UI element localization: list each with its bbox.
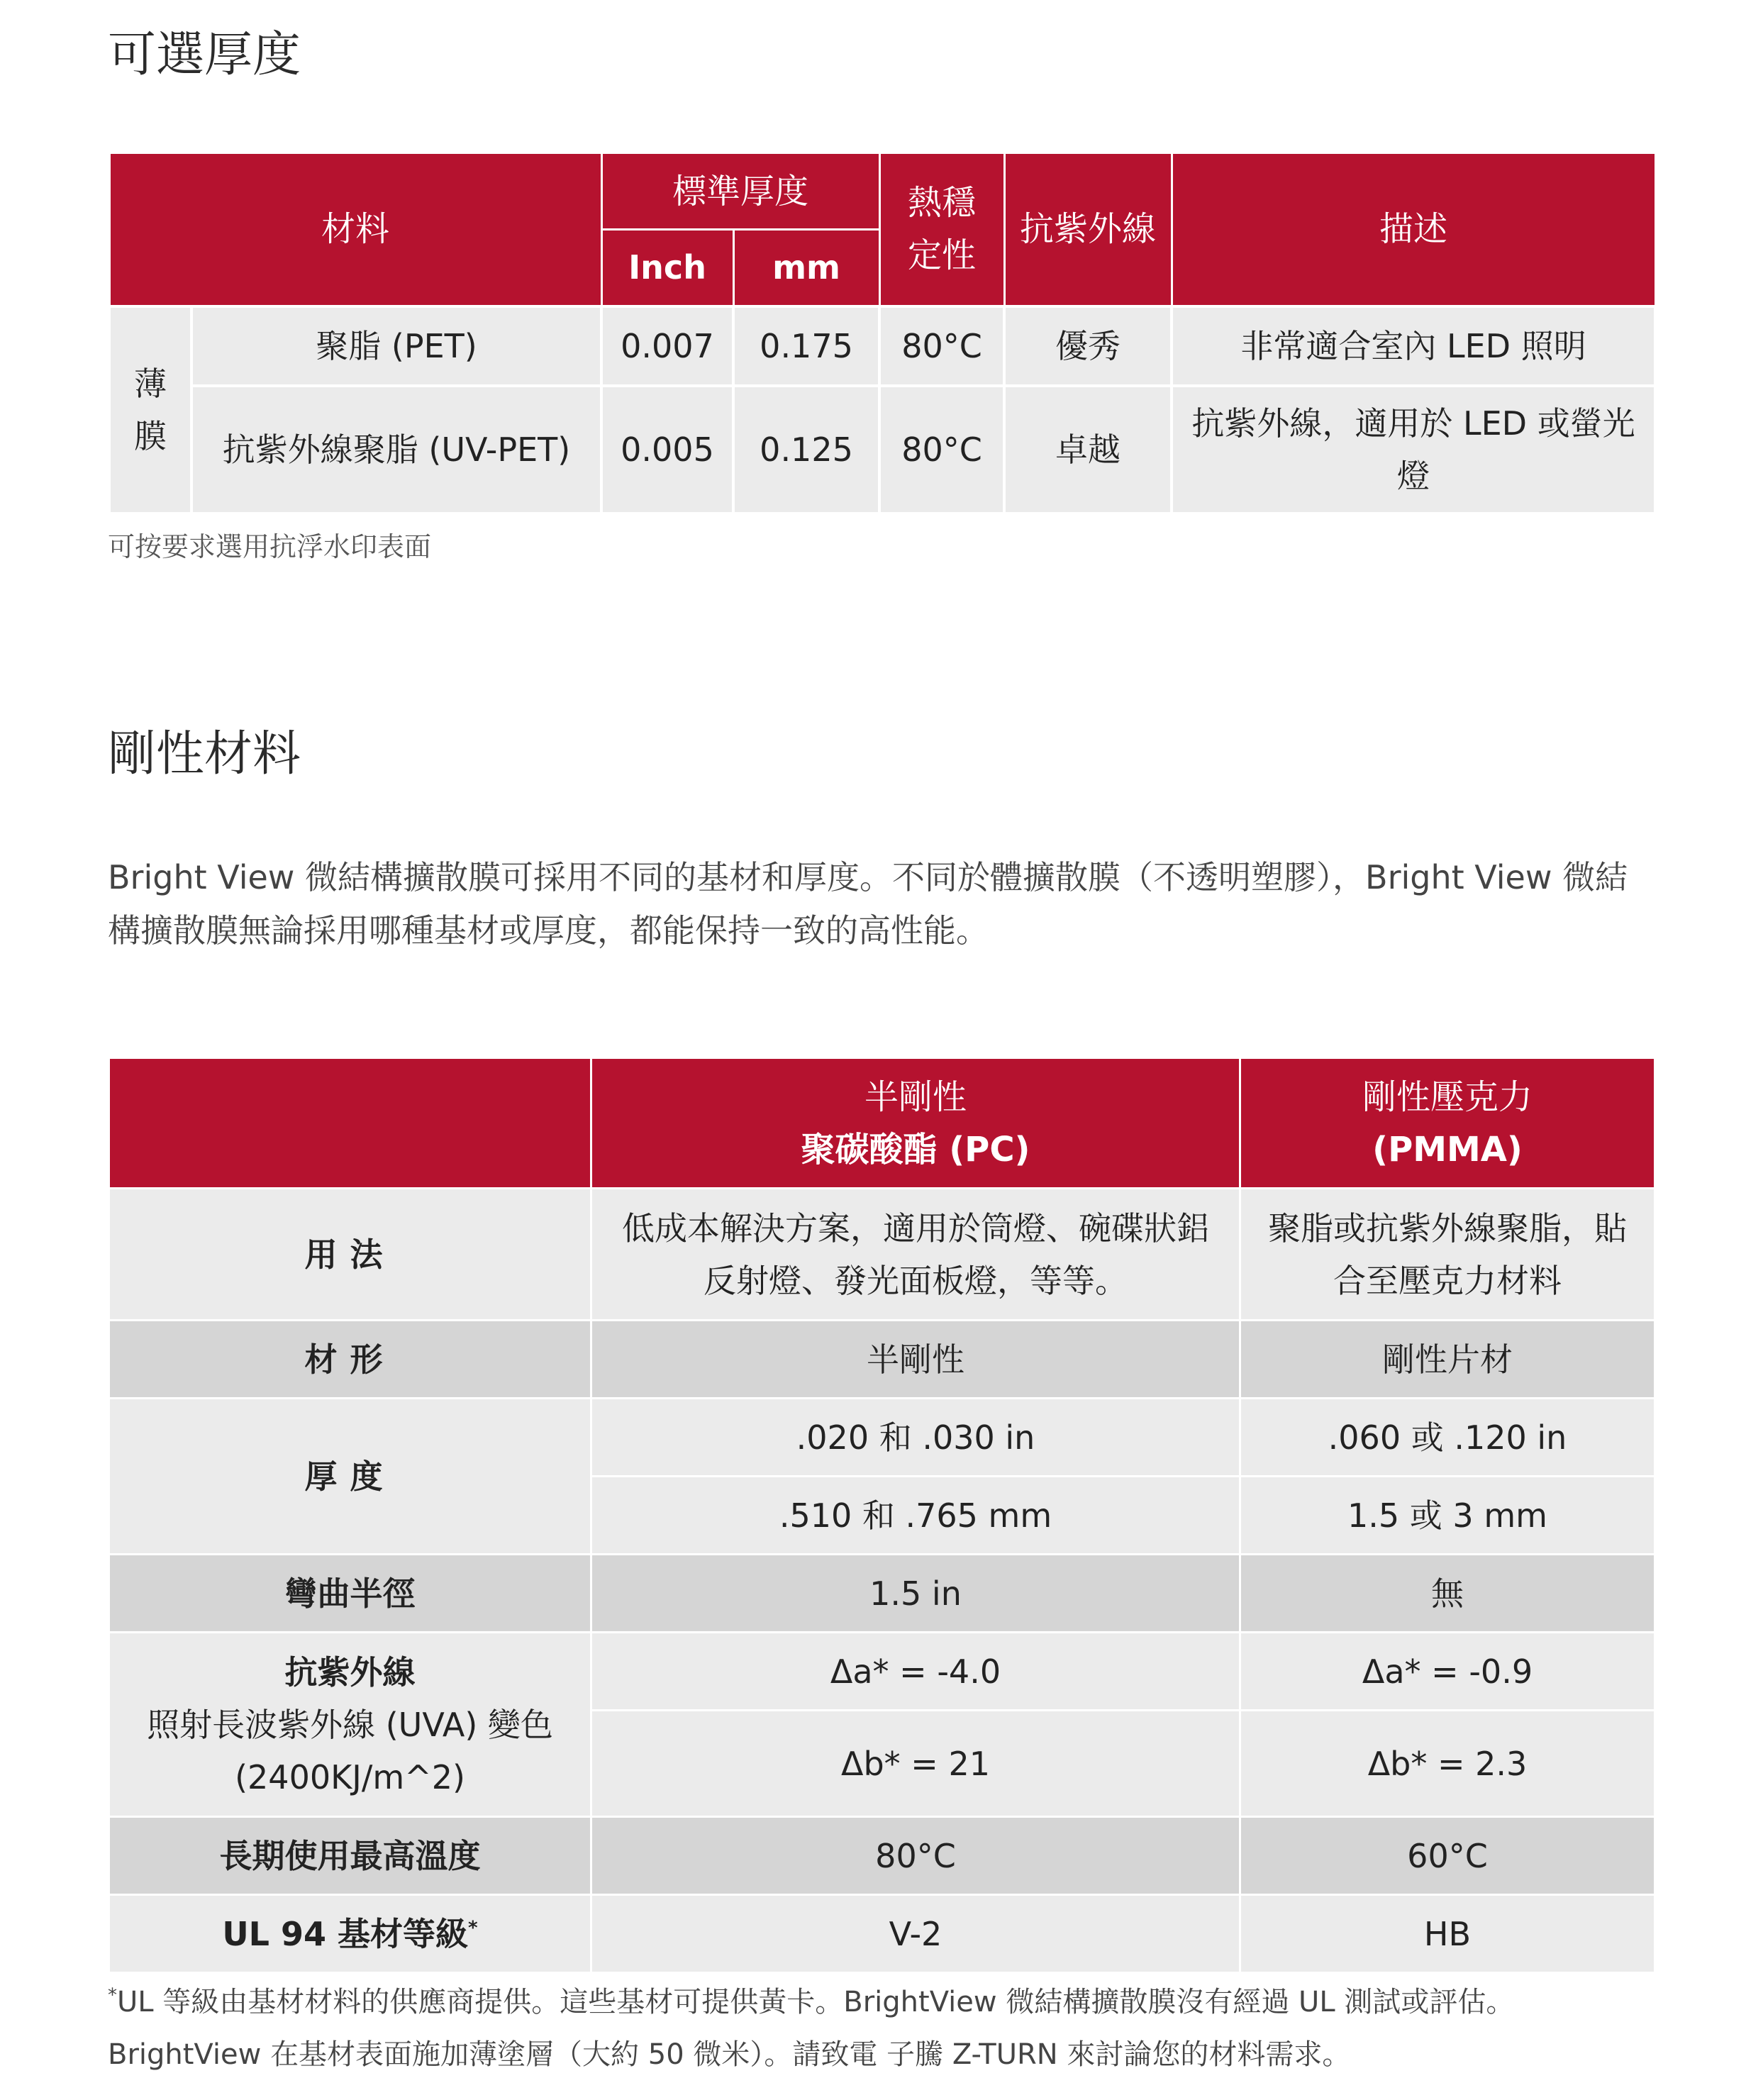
thickness-table — [108, 152, 1657, 515]
cell-pc-delta-a: Δa* = -4.0 — [591, 1633, 1240, 1711]
header-description: 描述 — [1172, 153, 1655, 306]
section-title-rigid: 剛性材料 — [108, 726, 301, 782]
cell-mm: 0.175 — [733, 306, 879, 386]
section-title-thickness: 可選厚度 — [108, 27, 301, 83]
cell-pmma-thickness-mm: 1.5 或 3 mm — [1240, 1477, 1655, 1555]
cell-description: 抗紫外線，適用於 LED 或螢光燈 — [1172, 386, 1655, 513]
cell-pmma-max-temp: 60°C — [1240, 1817, 1655, 1895]
cell-pc-thickness-in: .020 和 .030 in — [591, 1399, 1240, 1477]
header-mm: mm — [733, 230, 879, 306]
row-label-usage: 用法 — [109, 1189, 591, 1321]
table-row — [109, 1817, 1655, 1895]
cell-heat: 80°C — [879, 386, 1004, 513]
header-standard-thickness: 標準厚度 — [601, 153, 879, 230]
header-heat-stability: 熱穩 定性 — [879, 153, 1004, 306]
rigid-table — [108, 1057, 1656, 1974]
cell-pc-max-temp: 80°C — [591, 1817, 1240, 1895]
thickness-note: 可按要求選用抗浮水印表面 — [108, 531, 432, 562]
table-row — [109, 1399, 1655, 1477]
cell-pc-ul94: V-2 — [591, 1895, 1240, 1973]
cell-uv: 卓越 — [1004, 386, 1172, 513]
cell-inch: 0.005 — [601, 386, 733, 513]
header-pc: 半剛性 聚碳酸酯 (PC) — [591, 1058, 1240, 1189]
row-label-max-temp: 長期使用最高溫度 — [109, 1817, 591, 1895]
cell-pmma-ul94: HB — [1240, 1895, 1655, 1973]
cell-pmma-bend: 無 — [1240, 1555, 1655, 1633]
cell-uv: 優秀 — [1004, 306, 1172, 386]
table-row — [109, 306, 1655, 386]
group-label-film: 薄 膜 — [109, 306, 191, 513]
cell-pmma-delta-b: Δb* = 2.3 — [1240, 1711, 1655, 1817]
cell-pmma-thickness-in: .060 或 .120 in — [1240, 1399, 1655, 1477]
cell-material: 抗紫外線聚脂 (UV-PET) — [191, 386, 601, 513]
header-uv-resistance: 抗紫外線 — [1004, 153, 1172, 306]
header-pmma: 剛性壓克力 (PMMA) — [1240, 1058, 1655, 1189]
cell-pc-thickness-mm: .510 和 .765 mm — [591, 1477, 1240, 1555]
footnote: *UL 等級由基材材料的供應商提供。這些基材可提供黃卡。BrightView 微結構擴散膜沒有經過 UL 測試或評估。 BrightView 在基材表面施加薄塗層（大約 50 微米）。請致電 子騰 Z-TURN 來討論您的材料需求。 — [108, 1984, 1515, 2071]
cell-inch: 0.007 — [601, 306, 733, 386]
cell-heat: 80°C — [879, 306, 1004, 386]
table-row — [109, 1555, 1655, 1633]
header-empty — [109, 1058, 591, 1189]
row-label-thickness: 厚度 — [109, 1399, 591, 1555]
cell-pc-usage: 低成本解決方案，適用於筒燈、碗碟狀鋁反射燈、發光面板燈，等等。 — [591, 1189, 1240, 1321]
table-row — [109, 1189, 1655, 1321]
cell-description: 非常適合室內 LED 照明 — [1172, 306, 1655, 386]
row-label-form: 材形 — [109, 1321, 591, 1399]
cell-pmma-form: 剛性片材 — [1240, 1321, 1655, 1399]
rigid-intro: Bright View 微結構擴散膜可採用不同的基材和厚度。不同於體擴散膜（不透明塑膠），Bright View 微結構擴散膜無論採用哪種基材或厚度，都能保持一致的高性能。 — [108, 858, 1628, 950]
cell-pc-delta-b: Δb* = 21 — [591, 1711, 1240, 1817]
cell-material: 聚脂 (PET) — [191, 306, 601, 386]
row-label-uv: 抗紫外線 照射長波紫外線 (UVA) 變色 (2400KJ/m^2) — [109, 1633, 591, 1817]
table-row — [109, 1321, 1655, 1399]
cell-pmma-usage: 聚脂或抗紫外線聚脂，貼合至壓克力材料 — [1240, 1189, 1655, 1321]
cell-mm: 0.125 — [733, 386, 879, 513]
cell-pmma-delta-a: Δa* = -0.9 — [1240, 1633, 1655, 1711]
cell-pc-bend: 1.5 in — [591, 1555, 1240, 1633]
header-material: 材料 — [109, 153, 601, 306]
row-label-bend-radius: 彎曲半徑 — [109, 1555, 591, 1633]
table-row — [109, 1633, 1655, 1711]
table-row — [109, 386, 1655, 513]
row-label-ul94: UL 94 基材等級* — [109, 1895, 591, 1973]
table-row — [109, 1895, 1655, 1973]
cell-pc-form: 半剛性 — [591, 1321, 1240, 1399]
header-inch: Inch — [601, 230, 733, 306]
